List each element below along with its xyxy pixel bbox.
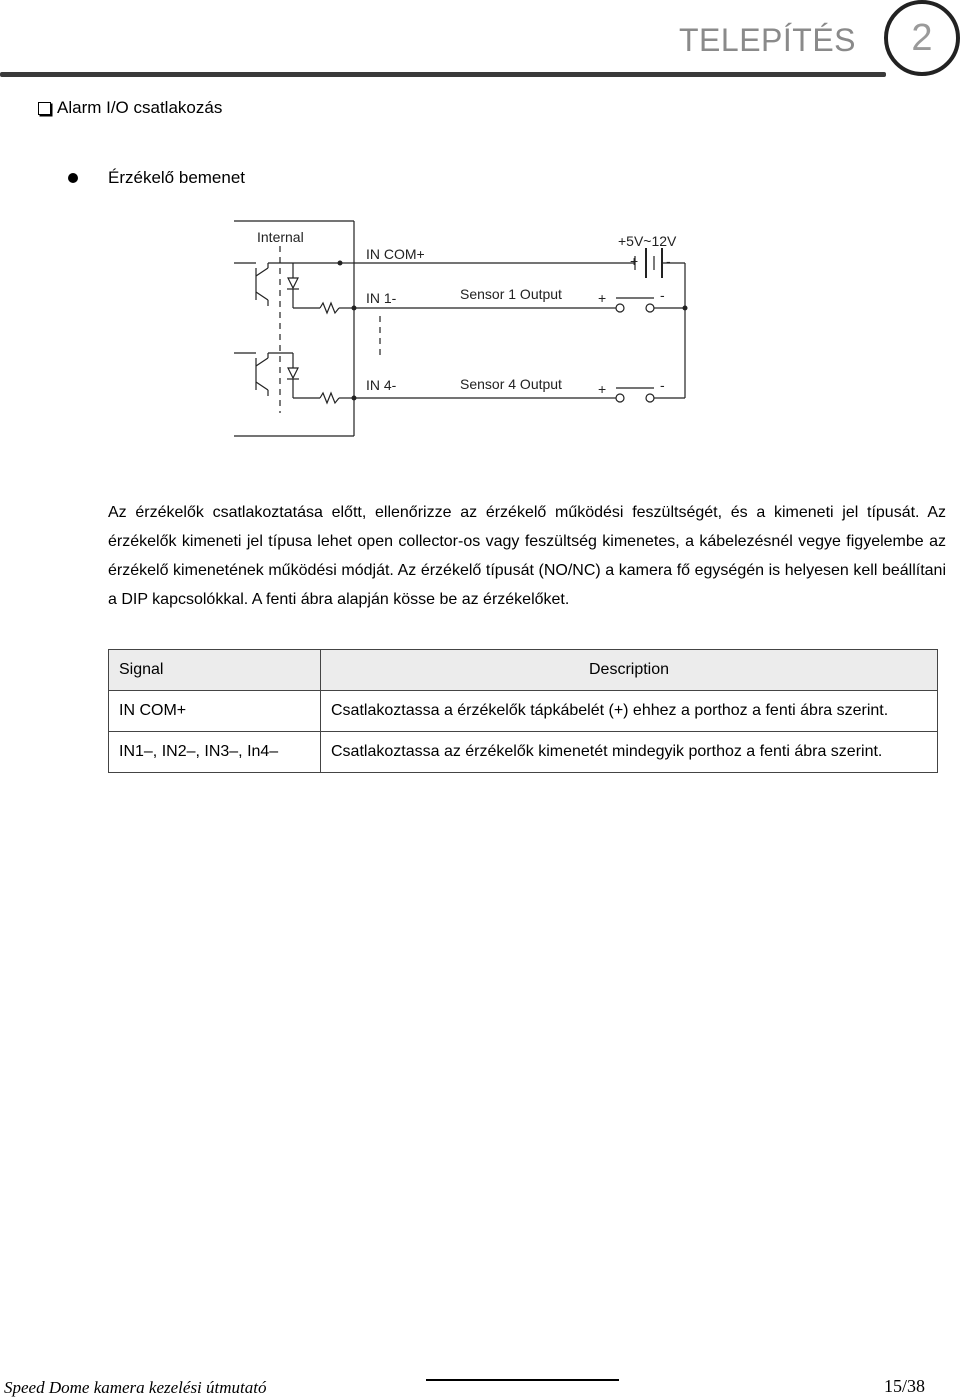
sensor4-plus-label: + xyxy=(598,381,607,397)
wiring-diagram xyxy=(230,218,700,443)
table-row xyxy=(109,732,938,773)
sensor4-label: Sensor 4 Output xyxy=(460,376,562,392)
sensor1-plus-label: + xyxy=(598,290,607,306)
section-heading-text: Alarm I/O csatlakozás xyxy=(57,98,223,117)
description-cell: Csatlakoztassa az érzékelők kimenetét mindegyik porthoz a fenti ábra szerint. xyxy=(321,732,938,773)
header-rule xyxy=(0,72,886,77)
signal-cell: IN COM+ xyxy=(109,691,321,732)
in1-label: IN 1- xyxy=(366,290,397,306)
in4-label: IN 4- xyxy=(366,377,397,393)
sensor1-label: Sensor 1 Output xyxy=(460,286,562,302)
footer-manual-title: Speed Dome kamera kezelési útmutató xyxy=(4,1378,267,1397)
signal-table xyxy=(108,649,938,773)
table-row xyxy=(109,691,938,732)
signal-column-header: Signal xyxy=(109,650,321,691)
footer-page-number: 15/38 xyxy=(884,1376,926,1396)
checkbox-icon xyxy=(38,102,51,115)
sensor4-minus-label: - xyxy=(660,377,665,393)
in-com-label: IN COM+ xyxy=(366,246,425,262)
header-title: TELEPÍTÉS xyxy=(679,22,856,58)
battery-plus-label: + xyxy=(630,253,639,269)
internal-label: Internal xyxy=(257,229,304,245)
description-column-header: Description xyxy=(321,650,938,691)
signal-cell: IN1–, IN2–, IN3–, In4– xyxy=(109,732,321,773)
subsection-heading xyxy=(68,168,245,188)
footer-rule xyxy=(426,1379,619,1381)
table-header-row xyxy=(109,650,938,691)
sensor1-minus-label: - xyxy=(660,287,665,303)
description-cell: Csatlakoztassa a érzékelők tápkábelét (+) ehhez a porthoz a fenti ábra szerint. xyxy=(321,691,938,732)
battery-minus-label: - xyxy=(666,253,671,269)
supply-voltage-label: +5V~12V xyxy=(618,233,677,249)
subsection-heading-text: Érzékelő bemenet xyxy=(108,168,246,187)
section-heading xyxy=(38,98,222,118)
body-paragraph: Az érzékelők csatlakoztatása előtt, ellenőrizze az érzékelő működési feszültségét, és a kimeneti jel típusát. Az érzékelők kimeneti jel típusa lehet open collector-os vagy feszültség kimenetes, a kábelezésnél vegye figyelembe az érzékelő kimenetének működési módját. Az érzékelő típusát (NO/NC) a kamera fő egységén is helyesen kell beállítani a DIP kapcsolókkal. A fenti ábra alapján kösse be az érzékelőket. xyxy=(108,504,946,608)
bullet-icon xyxy=(68,173,78,183)
chapter-number-badge: 2 xyxy=(884,0,960,76)
